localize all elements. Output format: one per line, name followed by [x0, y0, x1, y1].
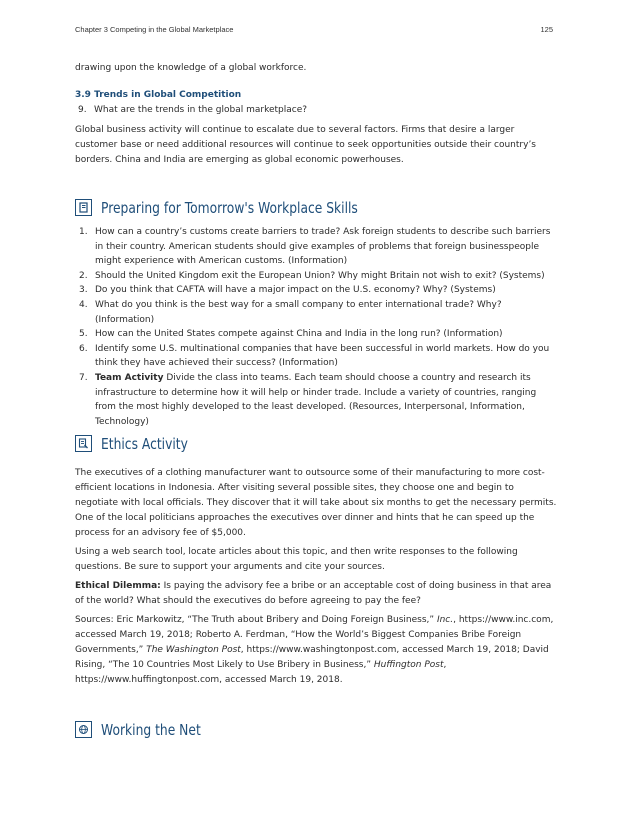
globe-web-icon	[75, 721, 92, 738]
net-heading: Working the Net	[101, 721, 201, 739]
ethics-instructions: Using a web search tool, locate articles about this topic, and then write responses to the following questions. Be sure to support your arguments and cite your sources.	[75, 547, 518, 572]
question-number: 9.	[78, 105, 87, 115]
chapter-title: Chapter 3 Competing in the Global Marketplace	[75, 25, 234, 34]
main-text	[75, 61, 557, 168]
skills-list	[75, 225, 557, 429]
item-text: Divide the class into teams. Each team should choose a country and research its infrastructure to determine how it will help or hinder trade. Include a variety of countries, ranging from the most highly developed to the least developed. (Resources, Interpersonal, Information, Technology)	[95, 372, 537, 427]
section-question	[75, 103, 557, 118]
section-body: Global business activity will continue to escalate due to several factors. Firms that desire a larger customer base or need additional resources will continue to seek opportunities outside their country’s borders. China and India are emerging as global economic powerhouses.	[75, 125, 536, 165]
ethical-dilemma	[75, 579, 557, 609]
item-text: Should the United Kingdom exit the European Union? Why might Britain not wish to exit? (Systems)	[95, 270, 545, 281]
item-text: How can a country’s customs create barriers to trade? Ask foreign students to describe such barriers in their country. American students should give examples of problems that foreign businesspeople might experience with American customs. (Information)	[95, 227, 551, 267]
skills-heading: Preparing for Tomorrow's Workplace Skills	[101, 199, 358, 217]
page-number: 125	[540, 25, 553, 34]
question-text: What are the trends in the global marketplace?	[94, 105, 308, 115]
ethics-document-icon	[75, 435, 92, 452]
item-number: 3.	[79, 285, 88, 296]
list-item	[75, 225, 557, 269]
list-item	[75, 342, 557, 371]
ethics-feature	[75, 433, 557, 688]
net-feature	[75, 719, 557, 747]
item-text: Do you think that CAFTA will have a major impact on the U.S. economy? Why? (Systems)	[95, 285, 496, 296]
list-item	[75, 327, 557, 342]
list-item	[75, 283, 557, 298]
section-heading: 3.9 Trends in Global Competition	[75, 90, 242, 100]
ethics-sources	[75, 613, 557, 688]
continuation-text: drawing upon the knowledge of a global workforce.	[75, 63, 307, 73]
notebook-icon	[75, 199, 92, 216]
item-number: 1.	[79, 227, 88, 237]
item-number: 7.	[79, 372, 88, 383]
source-text: Sources: Eric Markowitz, “The Truth about Bribery and Doing Foreign Business,”	[75, 615, 437, 625]
dilemma-text: Is paying the advisory fee a bribe or an acceptable cost of doing business in that area of the world? What should the executives do before agreeing to pay the fee?	[75, 581, 552, 606]
source-text: , https://www.washingtonpost.com, accessed March 19, 2018; David Rising, “The 10 Countries Most Likely to Use Bribery in Business,”	[75, 645, 549, 670]
net-title-bar	[75, 719, 557, 747]
item-number: 5.	[79, 329, 88, 340]
skills-feature	[75, 197, 557, 429]
running-header	[75, 25, 555, 34]
item-text: Identify some U.S. multinational companies that have been successful in world markets. How do you think they have achieved their success? (Information)	[95, 343, 550, 369]
source-text: , https://www.inc.com, accessed March 19, 2018; Roberto A. Ferdman, “How the World’s Biggest Companies Bribe Foreign Governments,”	[75, 615, 554, 655]
list-item	[75, 371, 557, 429]
list-item	[75, 298, 557, 327]
item-number: 6.	[79, 343, 88, 354]
ethics-title-bar	[75, 433, 557, 466]
ethics-heading: Ethics Activity	[101, 435, 188, 453]
item-text: How can the United States compete against China and India in the long run? (Information)	[95, 329, 503, 340]
item-text: What do you think is the best way for a small company to enter international trade? Why? (Information)	[95, 299, 502, 325]
source-publication: Huffington Post	[373, 660, 444, 670]
ethics-scenario: The executives of a clothing manufacturer want to outsource some of their manufacturing to more cost-efficient locations in Indonesia. After visiting several possible sites, they choose one and begin to negotiate with local officials. They discover that it will take about six months to get the necessary permits. One of the local politicians approaches the executives over dinner and hints that he can speed up the process for an advisory fee of $5,000.	[75, 468, 557, 538]
item-number: 2.	[79, 270, 88, 281]
source-publication: The Washington Post	[146, 645, 241, 655]
item-number: 4.	[79, 299, 88, 310]
list-item	[75, 269, 557, 284]
source-text: , https://www.huffingtonpost.com, accessed March 19, 2018.	[75, 660, 447, 685]
source-publication: Inc.	[436, 615, 454, 625]
skills-title-bar	[75, 197, 557, 225]
dilemma-label: Ethical Dilemma:	[75, 581, 161, 591]
team-activity-label: Team Activity	[95, 372, 164, 383]
